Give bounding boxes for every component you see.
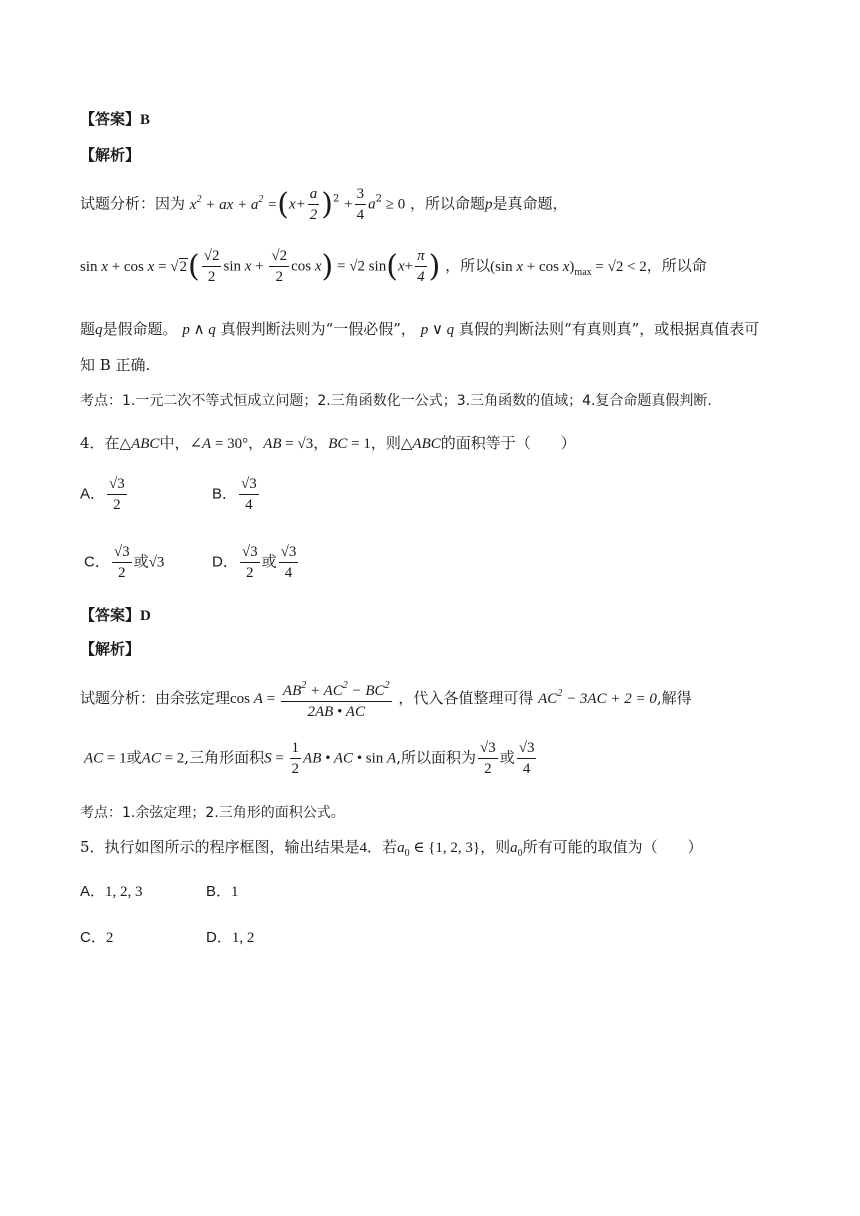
q4-stem: 4．在△ABC中，∠A = 30°，AB = √3，BC = 1，则△ABC的面积等于（ ）	[80, 434, 576, 452]
text: 4．在△	[80, 434, 132, 452]
q4-option-c[interactable]: C． $\frac{√3}{2}$ 或√3	[84, 544, 165, 581]
option-value: 1	[231, 884, 239, 900]
option-value: 1, 2	[231, 930, 255, 946]
q5-option-d[interactable]	[206, 926, 254, 947]
q3-analysis-line4: 知 B 正确.	[80, 356, 151, 374]
formula-trig: sin x + cos x = √2	[80, 258, 188, 275]
q4-analysis-line1: 试题分析：由余弦定理cos A = $\frac{AB^2 + AC^2 - BC^2}{2AB • AC}$ ，代入各值整理可得 $AC^2 - 3AC + 2 = 0$,解得	[80, 676, 692, 722]
q5-output-value: 4	[359, 840, 368, 856]
text: 或	[499, 748, 515, 767]
text: 试题分析：由余弦定理	[80, 689, 231, 707]
option-label: C．	[80, 929, 106, 946]
q4-answer	[80, 604, 151, 625]
text: 或	[261, 552, 277, 571]
q5-stem: 5．执行如图所示的程序框图，输出结果是4．若$a_0$ ∈ {1, 2, 3}，则$a_0$所有可能的取值为（ ）	[80, 838, 703, 859]
text: 题	[80, 320, 96, 338]
text: 试题分析：因为	[80, 194, 186, 213]
formula-quadratic: $x^2$ + ax + $a^2$ =	[189, 193, 278, 213]
text: 真假的判断法则“有真则真”，或根据真值表可	[458, 320, 760, 338]
text: 是假命题。	[102, 320, 178, 338]
text: ，所以命	[646, 256, 707, 275]
q3-analysis-line2: sin x + cos x = √2( $\frac{√2}{2}$ sin x + $\frac{√2}{2}$ cos x) = √2 sin(x+ $\frac{\pi}{4}$ ) ，所以(sin $x + \cos x)_{max} = √2 < 2$，所以命	[80, 248, 707, 285]
text: 是真命题，	[492, 194, 568, 213]
q4-option-b[interactable]: B． $\frac{√3}{4}$	[212, 476, 257, 513]
text: ，则△	[370, 434, 413, 452]
text: 所有可能的取值为（ ）	[522, 838, 703, 856]
q5-option-c[interactable]	[80, 926, 113, 947]
text: 或	[126, 748, 142, 767]
text: 中，	[159, 434, 190, 452]
q3-analysis-line1: 试题分析：因为 $x^2$ + ax + $a^2 =(x+$ $\frac{a}{2}$ )$^2$ + $\frac{3}{4}$ $a^2 \ge 0$ ，所以命题p是真命题，	[80, 186, 568, 223]
option-label: D．	[206, 929, 232, 946]
q4-points: 考点：1.余弦定理；2.三角形的面积公式。	[80, 805, 345, 821]
text: ,解得	[656, 689, 692, 707]
q5-option-b[interactable]	[206, 880, 239, 901]
option-label: C．	[84, 553, 110, 571]
q3-answer	[80, 108, 150, 129]
text: ，	[248, 434, 264, 452]
option-label: A．	[80, 485, 106, 503]
option-label: A．	[80, 883, 106, 900]
q3-analysis-line3: 题q是假命题。 p ∧ q 真假判断法则为“一假必假”， p ∨ q 真假的判断法则“有真则真”，或根据真值表可	[80, 320, 760, 338]
option-label: B．	[206, 883, 232, 900]
text: ，	[313, 434, 329, 452]
answer-value: B	[140, 112, 151, 128]
option-value: 1, 2, 3	[105, 884, 143, 900]
q3-analysis-label: 【解析】	[80, 146, 141, 164]
option-value: 2	[105, 930, 114, 946]
q4-analysis-line2: AC = 1或AC = 2,三角形面积S = $\frac{1}{2}$ AB • AC • sin A,所以面积为 $\frac{√3}{2}$ 或 $\frac{√3}{4}$	[84, 740, 535, 777]
text: 或	[133, 552, 149, 571]
text: ,三角形面积	[184, 748, 265, 767]
text: ，则	[480, 838, 511, 856]
answer-label: 【答案】	[80, 606, 141, 624]
answer-label: 【答案】	[80, 110, 141, 128]
text: 的面积等于（ ）	[440, 434, 576, 452]
text: ，所以	[445, 256, 491, 275]
q4-analysis-label: 【解析】	[80, 640, 141, 658]
text: 真假判断法则为“一假必假”，	[220, 320, 416, 338]
q4-option-a[interactable]: A． $\frac{√3}{2}$	[80, 476, 125, 513]
text: 5．执行如图所示的程序框图，输出结果是	[80, 838, 360, 856]
text: ，代入各值整理可得	[398, 689, 534, 707]
option-label: B．	[212, 485, 238, 503]
answer-value: D	[140, 608, 151, 624]
text: ．若	[367, 838, 398, 856]
q3-points: 考点：1.一元二次不等式恒成立问题；2.三角函数化一公式；3.三角函数的值域；4.复合命题真假判断.	[80, 393, 712, 409]
q5-option-a[interactable]	[80, 880, 143, 901]
text: ,所以面积为	[396, 748, 476, 767]
text: ，所以命题	[409, 194, 485, 213]
option-label: D．	[212, 553, 238, 571]
q4-option-d[interactable]: D． $\frac{√3}{2}$ 或 $\frac{√3}{4}$	[212, 544, 297, 581]
